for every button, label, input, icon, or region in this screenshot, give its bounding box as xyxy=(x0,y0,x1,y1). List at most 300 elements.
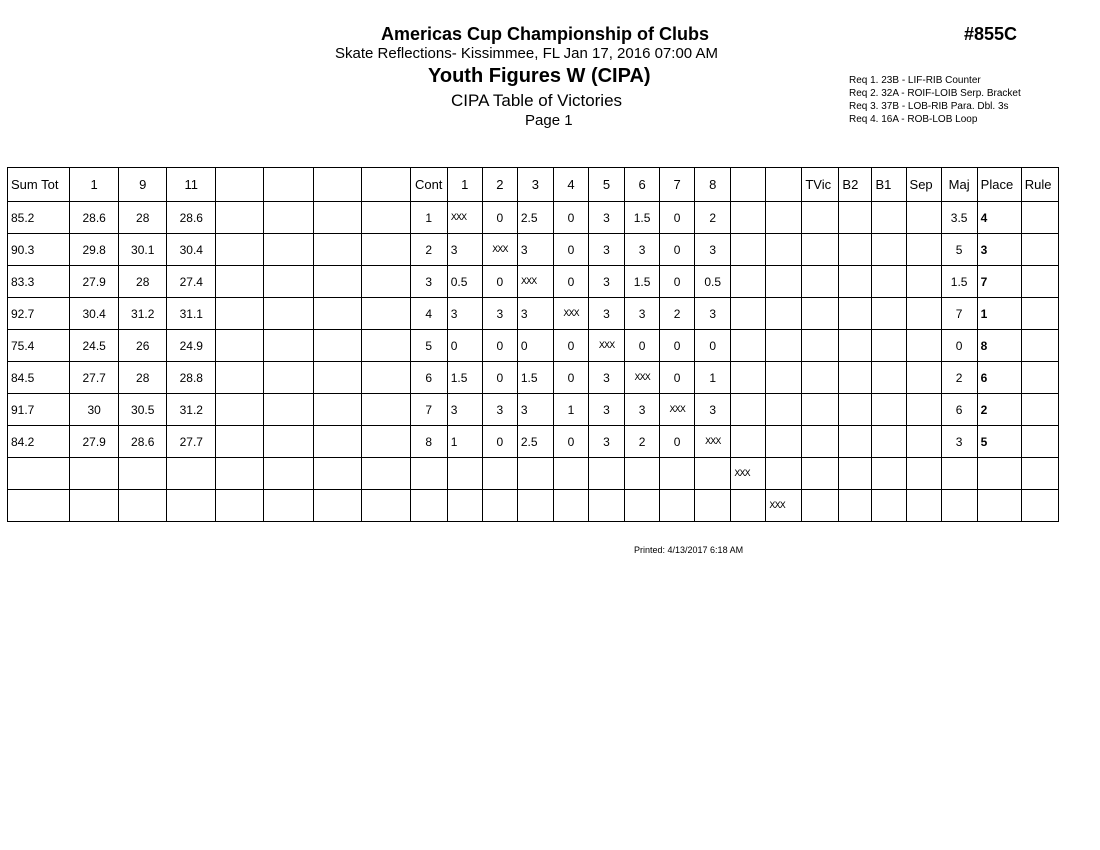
table-cell xyxy=(839,362,872,394)
table-cell xyxy=(167,490,216,522)
table-cell: 5 xyxy=(977,426,1021,458)
table-cell xyxy=(1021,266,1058,298)
requirement-item: Req 4. 16A - ROB-LOB Loop xyxy=(849,114,978,125)
table-cell xyxy=(313,458,361,490)
table-cell: 6 xyxy=(941,394,977,426)
table-cell xyxy=(1021,458,1058,490)
table-cell: 3 xyxy=(482,298,517,330)
table-cell: 0 xyxy=(553,266,588,298)
table-cell xyxy=(839,234,872,266)
table-row xyxy=(8,490,1059,522)
table-cell xyxy=(872,362,906,394)
table-cell: 0 xyxy=(660,234,695,266)
table-cell xyxy=(313,426,361,458)
table-cell xyxy=(941,458,977,490)
column-header xyxy=(313,168,361,202)
table-cell: XXX xyxy=(766,490,802,522)
table-cell xyxy=(216,330,264,362)
table-cell: 30.5 xyxy=(119,394,167,426)
table-cell xyxy=(70,458,119,490)
table-cell: 28.6 xyxy=(119,426,167,458)
table-cell: 28 xyxy=(119,362,167,394)
table-cell: 0 xyxy=(553,202,588,234)
table-cell xyxy=(766,394,802,426)
table-cell xyxy=(977,490,1021,522)
table-cell xyxy=(839,394,872,426)
table-cell xyxy=(1021,330,1058,362)
table-cell xyxy=(119,458,167,490)
table-cell xyxy=(802,266,839,298)
printed-timestamp: Printed: 4/13/2017 6:18 AM xyxy=(634,545,744,555)
table-cell: 1.5 xyxy=(625,266,660,298)
table-cell xyxy=(361,458,410,490)
table-cell xyxy=(731,490,766,522)
table-cell xyxy=(1021,490,1058,522)
table-cell xyxy=(906,234,941,266)
table-cell xyxy=(8,490,70,522)
table-cell: 3 xyxy=(447,298,482,330)
table-cell xyxy=(216,234,264,266)
table-cell: XXX xyxy=(588,330,624,362)
requirements-list xyxy=(849,74,1021,126)
table-cell: 30.4 xyxy=(167,234,216,266)
table-cell: 0 xyxy=(660,362,695,394)
table-cell xyxy=(1021,362,1058,394)
table-cell: 27.7 xyxy=(167,426,216,458)
table-cell xyxy=(766,330,802,362)
table-cell xyxy=(264,458,313,490)
table-cell xyxy=(941,490,977,522)
table-cell xyxy=(216,394,264,426)
column-header xyxy=(766,168,802,202)
table-cell xyxy=(264,490,313,522)
table-cell xyxy=(264,298,313,330)
column-header: Place xyxy=(977,168,1021,202)
table-cell xyxy=(731,298,766,330)
victory-table xyxy=(7,167,1059,522)
table-cell: 7 xyxy=(941,298,977,330)
table-cell: 27.9 xyxy=(70,426,119,458)
table-cell xyxy=(216,202,264,234)
table-cell xyxy=(839,202,872,234)
table-cell xyxy=(167,458,216,490)
table-cell: 28 xyxy=(119,202,167,234)
table-cell xyxy=(482,458,517,490)
table-cell xyxy=(731,426,766,458)
table-cell xyxy=(1021,298,1058,330)
table-cell: 30.4 xyxy=(70,298,119,330)
table-cell: 27.7 xyxy=(70,362,119,394)
table-cell: 3 xyxy=(588,266,624,298)
table-cell xyxy=(1021,394,1058,426)
table-cell xyxy=(802,458,839,490)
table-cell xyxy=(361,266,410,298)
table-cell xyxy=(588,458,624,490)
table-cell xyxy=(766,202,802,234)
table-cell xyxy=(872,234,906,266)
table-cell xyxy=(216,490,264,522)
table-cell: 0 xyxy=(482,362,517,394)
table-cell: 0 xyxy=(553,234,588,266)
table-row xyxy=(8,362,1059,394)
table-cell: XXX xyxy=(517,266,553,298)
table-cell xyxy=(766,266,802,298)
table-cell: 3 xyxy=(517,298,553,330)
table-cell: 7 xyxy=(977,266,1021,298)
table-cell: 4 xyxy=(410,298,447,330)
table-cell xyxy=(872,394,906,426)
table-cell xyxy=(447,458,482,490)
table-cell: 27.9 xyxy=(70,266,119,298)
table-cell xyxy=(313,362,361,394)
table-cell xyxy=(802,298,839,330)
table-cell xyxy=(872,298,906,330)
table-cell: 3 xyxy=(588,202,624,234)
table-cell: XXX xyxy=(447,202,482,234)
table-cell xyxy=(313,234,361,266)
table-cell: 75.4 xyxy=(8,330,70,362)
table-cell xyxy=(361,426,410,458)
table-cell: 8 xyxy=(410,426,447,458)
table-cell xyxy=(588,490,624,522)
table-cell: XXX xyxy=(660,394,695,426)
table-cell xyxy=(839,426,872,458)
column-header: TVic xyxy=(802,168,839,202)
table-cell xyxy=(361,330,410,362)
table-cell xyxy=(361,234,410,266)
table-cell: 0 xyxy=(660,266,695,298)
table-cell: 8 xyxy=(977,330,1021,362)
table-cell: 0 xyxy=(660,330,695,362)
table-cell: XXX xyxy=(625,362,660,394)
table-cell xyxy=(447,490,482,522)
column-header: Sep xyxy=(906,168,941,202)
table-cell: 0 xyxy=(482,202,517,234)
table-cell: 2 xyxy=(660,298,695,330)
table-title: CIPA Table of Victories xyxy=(451,91,623,110)
table-cell xyxy=(839,490,872,522)
table-cell: 0 xyxy=(447,330,482,362)
table-cell xyxy=(119,490,167,522)
table-cell: 2 xyxy=(695,202,731,234)
table-cell: 2 xyxy=(410,234,447,266)
column-header: Cont xyxy=(410,168,447,202)
table-cell: 24.9 xyxy=(167,330,216,362)
table-cell xyxy=(802,330,839,362)
table-cell: XXX xyxy=(482,234,517,266)
table-cell: 28.6 xyxy=(167,202,216,234)
table-cell xyxy=(906,490,941,522)
table-cell: 28.6 xyxy=(70,202,119,234)
requirement-item: Req 3. 37B - LOB-RIB Para. Dbl. 3s xyxy=(849,101,1009,112)
table-cell: 28.8 xyxy=(167,362,216,394)
table-cell xyxy=(1021,426,1058,458)
table-cell: XXX xyxy=(731,458,766,490)
table-cell xyxy=(660,490,695,522)
table-cell xyxy=(410,490,447,522)
table-cell: 30 xyxy=(70,394,119,426)
table-cell: 27.4 xyxy=(167,266,216,298)
table-cell: 3 xyxy=(625,234,660,266)
table-cell xyxy=(264,426,313,458)
table-cell xyxy=(872,330,906,362)
table-cell xyxy=(839,330,872,362)
table-row xyxy=(8,266,1059,298)
table-cell: 3 xyxy=(482,394,517,426)
table-cell: 3 xyxy=(588,298,624,330)
table-cell: 85.2 xyxy=(8,202,70,234)
table-cell xyxy=(872,202,906,234)
table-cell: 84.5 xyxy=(8,362,70,394)
table-row xyxy=(8,394,1059,426)
table-cell xyxy=(766,362,802,394)
table-cell xyxy=(1021,202,1058,234)
table-cell xyxy=(313,490,361,522)
table-cell: 30.1 xyxy=(119,234,167,266)
table-cell xyxy=(313,266,361,298)
table-cell xyxy=(660,458,695,490)
table-cell xyxy=(802,394,839,426)
table-cell xyxy=(839,298,872,330)
table-cell: 0 xyxy=(660,202,695,234)
table-cell: 3 xyxy=(625,298,660,330)
table-cell: 0 xyxy=(941,330,977,362)
table-cell xyxy=(839,266,872,298)
table-cell: 0.5 xyxy=(695,266,731,298)
table-cell xyxy=(361,394,410,426)
table-cell: XXX xyxy=(553,298,588,330)
table-cell xyxy=(802,202,839,234)
column-header: 7 xyxy=(660,168,695,202)
table-cell xyxy=(264,394,313,426)
table-cell: 0 xyxy=(517,330,553,362)
table-cell: 4 xyxy=(977,202,1021,234)
event-number: #855C xyxy=(964,24,1018,44)
table-cell xyxy=(977,458,1021,490)
page-label: Page 1 xyxy=(525,112,573,129)
table-cell xyxy=(517,490,553,522)
table-cell: 0 xyxy=(482,330,517,362)
table-cell: 5 xyxy=(941,234,977,266)
table-cell: 1.5 xyxy=(517,362,553,394)
column-header xyxy=(731,168,766,202)
table-cell xyxy=(906,266,941,298)
table-cell: 2.5 xyxy=(517,426,553,458)
table-cell: 1 xyxy=(553,394,588,426)
table-cell: 28 xyxy=(119,266,167,298)
column-header: 1 xyxy=(70,168,119,202)
table-cell xyxy=(802,234,839,266)
table-cell xyxy=(731,202,766,234)
column-header: 8 xyxy=(695,168,731,202)
table-cell: 1.5 xyxy=(941,266,977,298)
table-cell: 0 xyxy=(695,330,731,362)
table-cell xyxy=(216,426,264,458)
column-header: Rule xyxy=(1021,168,1058,202)
table-cell xyxy=(361,490,410,522)
table-cell: 3 xyxy=(447,234,482,266)
column-header: 6 xyxy=(625,168,660,202)
table-cell xyxy=(313,394,361,426)
table-cell: 26 xyxy=(119,330,167,362)
table-cell: 1.5 xyxy=(625,202,660,234)
table-cell xyxy=(625,458,660,490)
table-cell: 2.5 xyxy=(517,202,553,234)
table-cell xyxy=(216,362,264,394)
table-cell: 1 xyxy=(447,426,482,458)
table-cell xyxy=(313,202,361,234)
table-cell xyxy=(625,490,660,522)
table-row xyxy=(8,458,1059,490)
table-cell xyxy=(695,458,731,490)
table-row xyxy=(8,330,1059,362)
table-cell xyxy=(216,298,264,330)
column-header: 3 xyxy=(517,168,553,202)
column-header: 5 xyxy=(588,168,624,202)
table-cell: 6 xyxy=(977,362,1021,394)
table-cell: 1.5 xyxy=(447,362,482,394)
table-cell: 0.5 xyxy=(447,266,482,298)
column-header: 9 xyxy=(119,168,167,202)
table-row xyxy=(8,202,1059,234)
table-cell: 0 xyxy=(482,426,517,458)
table-cell xyxy=(906,362,941,394)
table-cell xyxy=(482,490,517,522)
table-cell: 31.1 xyxy=(167,298,216,330)
table-body xyxy=(8,202,1059,522)
table-cell: 2 xyxy=(625,426,660,458)
table-cell: 3.5 xyxy=(941,202,977,234)
table-cell: 84.2 xyxy=(8,426,70,458)
column-header: B2 xyxy=(839,168,872,202)
table-cell xyxy=(731,394,766,426)
event-title: Americas Cup Championship of Clubs xyxy=(381,24,710,44)
table-cell: 0 xyxy=(553,330,588,362)
table-cell xyxy=(906,394,941,426)
table-cell xyxy=(70,490,119,522)
table-cell xyxy=(872,266,906,298)
table-cell: 92.7 xyxy=(8,298,70,330)
table-cell xyxy=(517,458,553,490)
table-cell xyxy=(839,458,872,490)
venue-line: Skate Reflections- Kissimmee, FL Jan 17, 2016 07:00 AM xyxy=(335,45,718,62)
table-cell: 0 xyxy=(660,426,695,458)
table-cell: 1 xyxy=(695,362,731,394)
table-cell xyxy=(802,426,839,458)
table-row xyxy=(8,234,1059,266)
table-cell xyxy=(872,426,906,458)
column-header: Sum Tot xyxy=(8,168,70,202)
table-cell xyxy=(361,202,410,234)
table-cell: 3 xyxy=(625,394,660,426)
table-cell: 90.3 xyxy=(8,234,70,266)
table-cell: 31.2 xyxy=(167,394,216,426)
table-cell: 3 xyxy=(695,234,731,266)
table-cell: 3 xyxy=(588,362,624,394)
table-cell: 0 xyxy=(553,362,588,394)
table-cell: 3 xyxy=(695,298,731,330)
table-cell: 0 xyxy=(482,266,517,298)
column-header xyxy=(264,168,313,202)
table-cell xyxy=(264,362,313,394)
table-cell: 5 xyxy=(410,330,447,362)
table-cell: 0 xyxy=(625,330,660,362)
table-cell xyxy=(906,426,941,458)
table-cell xyxy=(906,458,941,490)
table-cell: 1 xyxy=(977,298,1021,330)
table-cell: 91.7 xyxy=(8,394,70,426)
table-cell xyxy=(313,298,361,330)
column-header: B1 xyxy=(872,168,906,202)
table-cell xyxy=(264,202,313,234)
table-row xyxy=(8,298,1059,330)
table-row xyxy=(8,426,1059,458)
table-cell xyxy=(872,490,906,522)
column-header xyxy=(361,168,410,202)
table-cell: 3 xyxy=(941,426,977,458)
column-header: Maj xyxy=(941,168,977,202)
column-header: 1 xyxy=(447,168,482,202)
column-header: 11 xyxy=(167,168,216,202)
table-header-row xyxy=(8,168,1059,202)
table-cell xyxy=(264,266,313,298)
table-cell xyxy=(731,266,766,298)
table-cell xyxy=(766,234,802,266)
table-cell xyxy=(410,458,447,490)
table-cell: 6 xyxy=(410,362,447,394)
table-cell: 3 xyxy=(447,394,482,426)
table-cell xyxy=(802,362,839,394)
table-cell xyxy=(766,298,802,330)
table-cell: 7 xyxy=(410,394,447,426)
table-cell xyxy=(872,458,906,490)
table-cell: 3 xyxy=(517,394,553,426)
table-cell xyxy=(313,330,361,362)
table-cell: 3 xyxy=(588,234,624,266)
table-cell xyxy=(906,330,941,362)
table-cell xyxy=(766,458,802,490)
table-cell xyxy=(695,490,731,522)
table-cell: 29.8 xyxy=(70,234,119,266)
table-cell xyxy=(906,298,941,330)
table-cell xyxy=(553,490,588,522)
table-cell xyxy=(8,458,70,490)
table-cell: 3 xyxy=(977,234,1021,266)
table-cell: 3 xyxy=(517,234,553,266)
table-cell: 24.5 xyxy=(70,330,119,362)
table-cell xyxy=(766,426,802,458)
table-cell: 3 xyxy=(588,394,624,426)
table-cell xyxy=(216,458,264,490)
table-cell xyxy=(264,234,313,266)
table-cell: 3 xyxy=(588,426,624,458)
table-cell: 3 xyxy=(410,266,447,298)
table-cell xyxy=(731,362,766,394)
table-cell xyxy=(906,202,941,234)
table-cell xyxy=(361,298,410,330)
table-cell: 2 xyxy=(941,362,977,394)
table-cell: 83.3 xyxy=(8,266,70,298)
column-header xyxy=(216,168,264,202)
requirement-item: Req 1. 23B - LIF-RIB Counter xyxy=(849,75,981,86)
table-cell: 0 xyxy=(553,426,588,458)
table-cell: 1 xyxy=(410,202,447,234)
table-cell xyxy=(553,458,588,490)
table-cell xyxy=(731,234,766,266)
column-header: 2 xyxy=(482,168,517,202)
requirement-item: Req 2. 32A - ROIF-LOIB Serp. Bracket xyxy=(849,88,1021,99)
table-cell xyxy=(1021,234,1058,266)
